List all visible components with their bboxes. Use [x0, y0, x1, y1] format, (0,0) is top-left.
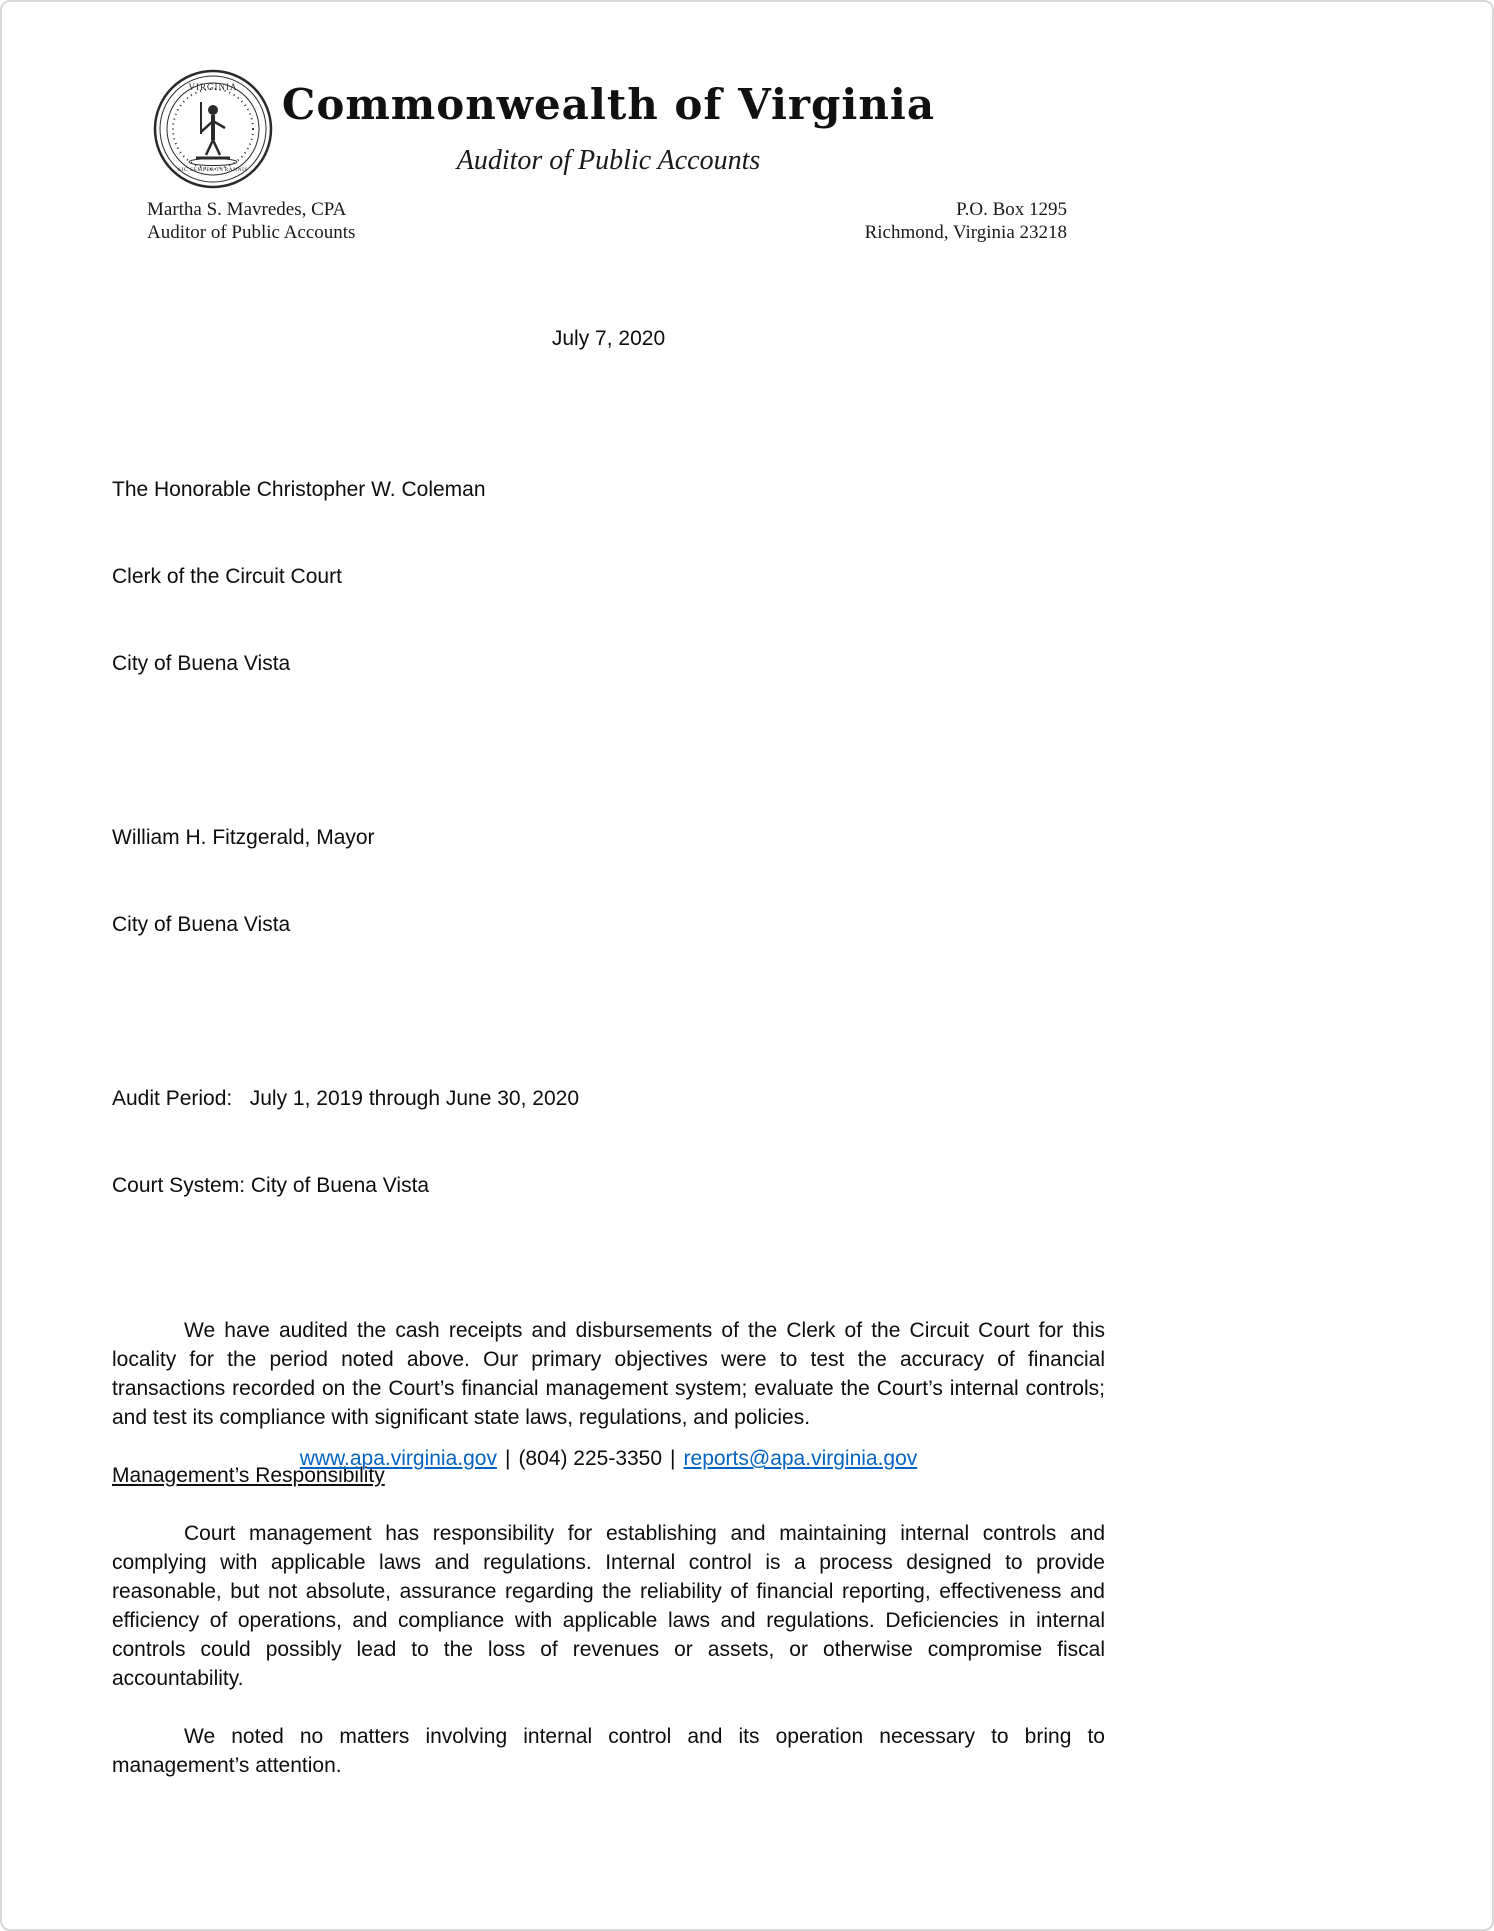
recipient-line: City of Buena Vista [112, 652, 291, 675]
svg-text:VIRGINIA: VIRGINIA [188, 82, 238, 92]
letterhead-title: Commonwealth of Virginia [281, 80, 936, 129]
paragraph-no-matters-noted: We noted no matters involving internal control and its operation necessary to bring to management’s attention. [112, 1725, 1105, 1777]
footer-phone: (804) 225-3350 [518, 1447, 663, 1470]
letter-date: July 7, 2020 [551, 327, 666, 350]
svg-text:SIC SEMPER TYRANNIS: SIC SEMPER TYRANNIS [178, 167, 248, 173]
court-system-line: Court System: City of Buena Vista [112, 1174, 430, 1197]
paragraph-audit-scope: We have audited the cash receipts and disbursements of the Clerk of the Circuit Court for this locality for the period noted above. Our primary objectives were to test the accuracy of financial transactions recorded on the Court’s financial management system; evaluate the Court’s internal controls; and test its compliance with significant state laws, regulations, and policies. [112, 1319, 1105, 1429]
paragraph-management-responsibility: Court management has responsibility for establishing and maintaining internal controls and complying with applicable laws and regulations. Internal control is a process designed to provide reasonable, but not absolute, assurance regarding the reliability of financial reporting, effectiveness and efficiency of operations, and compliance with applicable laws and regulations. Deficiencies in internal controls could possibly lead to the loss of revenues or assets, or otherwise compromise fiscal accountability. [112, 1522, 1105, 1690]
letterhead-center [112, 80, 1105, 177]
city-state-zip: Richmond, Virginia 23218 [864, 222, 1067, 243]
auditor-title: Auditor of Public Accounts [147, 222, 356, 243]
footer-website-link[interactable]: www.apa.virginia.gov [299, 1447, 497, 1470]
footer-separator: | [504, 1447, 511, 1470]
audit-period-line: Audit Period: July 1, 2019 through June 30, 2020 [112, 1087, 579, 1110]
recipient-block-1 [112, 417, 1105, 736]
recipient-line: Clerk of the Circuit Court [112, 565, 342, 588]
auditor-name-block [147, 198, 355, 244]
recipient-line: William H. Fitzgerald, Mayor [112, 826, 375, 849]
letterhead-subtitle: Auditor of Public Accounts [456, 145, 761, 176]
recipient-block-2 [112, 765, 1105, 997]
letterhead [2, 2, 1492, 252]
audit-info-block [112, 1026, 1105, 1258]
auditor-name: Martha S. Mavredes, CPA [147, 199, 347, 220]
recipient-line: The Honorable Christopher W. Coleman [112, 478, 486, 501]
section-heading-management-responsibility: Management’s Responsibility [112, 1464, 385, 1487]
office-address-block [865, 198, 1067, 244]
po-box: P.O. Box 1295 [956, 199, 1067, 220]
recipient-line: City of Buena Vista [112, 913, 291, 936]
letter-footer [112, 1447, 1105, 1471]
letter-body [112, 324, 1105, 1780]
footer-email-link[interactable]: reports@apa.virginia.gov [683, 1447, 918, 1470]
footer-separator: | [670, 1447, 676, 1470]
